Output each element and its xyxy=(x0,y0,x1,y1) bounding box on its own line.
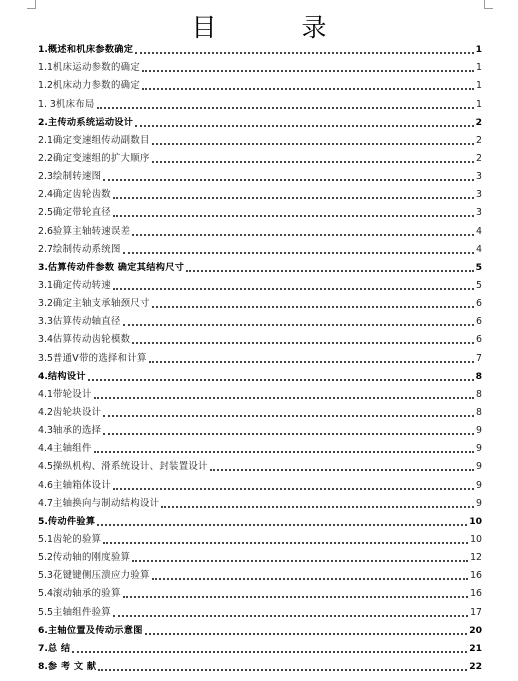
dot-leader xyxy=(135,125,473,127)
toc-entry-label: 机床布局 xyxy=(55,98,95,110)
toc-entry[interactable] xyxy=(38,328,482,346)
dot-leader xyxy=(113,215,474,217)
toc-entry[interactable] xyxy=(38,510,482,528)
toc-entry[interactable] xyxy=(38,274,482,292)
toc-entry-number: 5.2 xyxy=(38,552,53,564)
toc-entry-label: 绘制传动系统图 xyxy=(52,243,121,255)
toc-entry-page-number: 12 xyxy=(470,552,482,564)
toc-entry[interactable] xyxy=(38,129,482,147)
toc-entry-page-number: 9 xyxy=(476,479,482,491)
toc-entry-page-number: 9 xyxy=(476,497,482,509)
toc-entry-number: 2.5 xyxy=(38,207,53,219)
toc-entry-number: 1.1 xyxy=(38,62,53,74)
toc-entry-number: 3. xyxy=(38,261,48,273)
toc-entry[interactable] xyxy=(38,619,482,637)
toc-entry-number: 3.2 xyxy=(38,298,53,310)
toc-entry-page-number: 3 xyxy=(476,207,482,219)
toc-entry-page-number: 2 xyxy=(476,152,482,164)
dot-leader xyxy=(113,488,474,490)
toc-entry[interactable] xyxy=(38,147,482,165)
toc-entry-label: 主轴换向与制动结构设计 xyxy=(52,497,160,509)
toc-entry[interactable] xyxy=(38,455,482,473)
toc-entry-number: 4.2 xyxy=(38,406,53,418)
toc-entry[interactable] xyxy=(38,564,482,582)
dot-leader xyxy=(113,197,474,199)
dot-leader xyxy=(149,361,474,363)
dot-leader xyxy=(97,107,474,109)
toc-entry-label: 轴承的选择 xyxy=(52,425,102,437)
toc-entry-page-number: 1 xyxy=(476,62,482,74)
toc-entry-number: 5.4 xyxy=(38,588,53,600)
dot-leader xyxy=(123,252,474,254)
dot-leader xyxy=(142,70,474,72)
page-title: 目 录 xyxy=(191,13,357,42)
toc-entry-number: 4.3 xyxy=(38,425,53,437)
toc-entry[interactable] xyxy=(38,201,482,219)
toc-entry-label: 带轮设计 xyxy=(52,388,92,400)
toc-entry-page-number: 8 xyxy=(475,370,482,382)
toc-entry-number: 3.3 xyxy=(38,316,53,328)
toc-entry[interactable] xyxy=(38,546,482,564)
toc-entry[interactable] xyxy=(38,346,482,364)
toc-entry-label: 滚动轴承的验算 xyxy=(52,588,121,600)
toc-entry-label: 主轴位置及传动示意图 xyxy=(47,624,143,636)
toc-entry-label: 普通V带的选择和计算 xyxy=(52,352,147,364)
dot-leader xyxy=(103,415,474,417)
toc-entry-page-number: 21 xyxy=(469,642,482,654)
toc-entry-number: 3.5 xyxy=(38,352,53,364)
dot-leader xyxy=(152,143,474,145)
dot-leader xyxy=(97,524,467,526)
toc-entry[interactable] xyxy=(38,56,482,74)
toc-entry[interactable] xyxy=(38,183,482,201)
toc-entry-page-number: 9 xyxy=(476,461,482,473)
dot-leader xyxy=(152,578,468,580)
toc-entry-number: 1. 3 xyxy=(38,98,56,110)
toc-entry[interactable] xyxy=(38,637,482,655)
dot-leader xyxy=(94,451,474,453)
toc-entry-number: 3.1 xyxy=(38,279,53,291)
toc-entry[interactable] xyxy=(38,292,482,310)
toc-entry-number: 4.6 xyxy=(38,479,53,491)
toc-entry[interactable] xyxy=(38,256,482,274)
toc-entry[interactable] xyxy=(38,600,482,618)
toc-entry[interactable] xyxy=(38,401,482,419)
toc-entry-label: 传动轴的刚度验算 xyxy=(52,552,131,564)
toc-entry[interactable] xyxy=(38,383,482,401)
toc-entry[interactable] xyxy=(38,582,482,600)
toc-entry[interactable] xyxy=(38,492,482,510)
toc-entry-label: 主轴组件验算 xyxy=(52,606,111,618)
toc-entry-number: 3.4 xyxy=(38,334,53,346)
toc-entry[interactable] xyxy=(38,310,482,328)
toc-entry-number: 8. xyxy=(38,660,48,672)
dot-leader xyxy=(113,615,468,617)
table-of-contents xyxy=(38,38,482,673)
dot-leader xyxy=(98,669,467,671)
toc-entry-page-number: 2 xyxy=(475,116,482,128)
toc-entry-label: 确定变速组传动副数目 xyxy=(52,134,150,146)
toc-entry-page-number: 6 xyxy=(476,316,482,328)
toc-entry-page-number: 3 xyxy=(476,171,482,183)
toc-entry-label: 确定主轴支承轴颈尺寸 xyxy=(52,298,150,310)
toc-entry-page-number: 22 xyxy=(469,660,482,672)
toc-entry-label: 估算传动轴直径 xyxy=(52,316,121,328)
toc-entry-page-number: 5 xyxy=(475,261,482,273)
toc-entry[interactable] xyxy=(38,219,482,237)
toc-entry-label: 结构设计 xyxy=(47,370,86,382)
toc-entry[interactable] xyxy=(38,473,482,491)
toc-entry-number: 5. xyxy=(38,515,48,527)
dot-leader xyxy=(132,234,474,236)
dot-leader xyxy=(94,397,474,399)
toc-entry-number: 7. xyxy=(38,642,48,654)
toc-entry-number: 6. xyxy=(38,624,48,636)
toc-entry-number: 1.2 xyxy=(38,80,53,92)
toc-entry[interactable] xyxy=(38,655,482,673)
toc-entry-number: 2.7 xyxy=(38,243,53,255)
toc-entry-label: 齿轮块设计 xyxy=(52,406,102,418)
toc-entry-page-number: 9 xyxy=(476,443,482,455)
toc-entry-page-number: 6 xyxy=(476,334,482,346)
toc-entry-page-number: 8 xyxy=(476,388,482,400)
toc-entry-page-number: 20 xyxy=(469,624,482,636)
toc-entry-label: 传动件验算 xyxy=(47,515,96,527)
toc-entry-page-number: 10 xyxy=(469,515,482,527)
toc-entry-page-number: 16 xyxy=(470,588,482,600)
toc-entry[interactable] xyxy=(38,165,482,183)
toc-entry-label: 确定变速组的扩大顺序 xyxy=(52,152,150,164)
toc-entry-number: 2. xyxy=(38,116,48,128)
dot-leader xyxy=(135,52,473,54)
dot-leader xyxy=(103,179,474,181)
toc-entry-label: 齿轮的验算 xyxy=(52,533,102,545)
toc-entry-page-number: 17 xyxy=(470,606,482,618)
toc-entry[interactable] xyxy=(38,365,482,383)
toc-entry-page-number: 2 xyxy=(476,134,482,146)
toc-entry-label: 机床运动参数的确定 xyxy=(52,62,140,74)
toc-entry-label: 主传动系统运动设计 xyxy=(47,116,134,128)
toc-entry-label: 机床动力参数的确定 xyxy=(52,80,140,92)
toc-entry-number: 1. xyxy=(38,44,48,56)
toc-entry[interactable] xyxy=(38,74,482,92)
toc-entry-page-number: 1 xyxy=(475,44,482,56)
toc-entry-page-number: 4 xyxy=(476,225,482,237)
toc-entry-page-number: 9 xyxy=(476,425,482,437)
dot-leader xyxy=(123,324,474,326)
toc-entry[interactable] xyxy=(38,38,482,56)
toc-entry-page-number: 3 xyxy=(476,189,482,201)
dot-leader xyxy=(186,270,473,272)
toc-entry-page-number: 1 xyxy=(476,80,482,92)
toc-entry-number: 5.5 xyxy=(38,606,53,618)
toc-entry-page-number: 10 xyxy=(470,533,482,545)
toc-entry-label: 确定齿轮齿数 xyxy=(52,189,111,201)
toc-entry-label: 确定带轮直径 xyxy=(52,207,111,219)
toc-entry[interactable] xyxy=(38,528,482,546)
dot-leader xyxy=(161,506,474,508)
toc-entry-label: 主轴组件 xyxy=(52,443,92,455)
toc-entry[interactable] xyxy=(38,111,482,129)
toc-entry-label: 操纵机构、滑系统设计、封装置设计 xyxy=(52,461,208,473)
toc-entry[interactable] xyxy=(38,437,482,455)
toc-entry-page-number: 8 xyxy=(476,406,482,418)
dot-leader xyxy=(88,379,474,381)
toc-entry-number: 4.7 xyxy=(38,497,53,509)
dot-leader xyxy=(142,88,474,90)
toc-entry-number: 4.1 xyxy=(38,388,53,400)
toc-entry-page-number: 5 xyxy=(476,279,482,291)
dot-leader xyxy=(152,306,474,308)
toc-entry-number: 2.2 xyxy=(38,152,53,164)
toc-entry-number: 4.5 xyxy=(38,461,53,473)
dot-leader xyxy=(123,596,468,598)
toc-entry-number: 4.4 xyxy=(38,443,53,455)
toc-entry-label: 主轴箱体设计 xyxy=(52,479,111,491)
toc-entry-number: 2.6 xyxy=(38,225,53,237)
dot-leader xyxy=(145,633,467,635)
toc-entry-number: 2.4 xyxy=(38,189,53,201)
toc-entry-label: 参 考 文 献 xyxy=(47,660,97,672)
toc-entry-page-number: 1 xyxy=(476,98,482,110)
toc-entry[interactable] xyxy=(38,419,482,437)
toc-entry-number: 2.1 xyxy=(38,134,53,146)
toc-entry-page-number: 7 xyxy=(476,352,482,364)
toc-entry-number: 5.3 xyxy=(38,570,53,582)
dot-leader xyxy=(113,288,474,290)
toc-entry-label: 验算主轴转速误差 xyxy=(52,225,131,237)
dot-leader xyxy=(103,542,468,544)
dot-leader xyxy=(72,651,467,653)
toc-entry-label: 总 结 xyxy=(47,642,71,654)
dot-leader xyxy=(210,469,474,471)
toc-entry-page-number: 16 xyxy=(470,570,482,582)
toc-entry[interactable] xyxy=(38,92,482,110)
toc-entry-page-number: 6 xyxy=(476,298,482,310)
toc-entry-number: 4. xyxy=(38,370,48,382)
toc-entry-page-number: 4 xyxy=(476,243,482,255)
toc-entry-label: 花键键侧压溃应力验算 xyxy=(52,570,150,582)
dot-leader xyxy=(152,161,474,163)
toc-entry-label: 绘制转速图 xyxy=(52,171,102,183)
toc-entry-label: 确定传动转速 xyxy=(52,279,111,291)
toc-entry-number: 2.3 xyxy=(38,171,53,183)
dot-leader xyxy=(132,560,468,562)
toc-entry-label: 估算传动件参数 确定其结构尺寸 xyxy=(47,261,185,273)
toc-entry[interactable] xyxy=(38,238,482,256)
toc-entry-label: 概述和机床参数确定 xyxy=(47,44,134,56)
dot-leader xyxy=(103,433,474,435)
toc-entry-number: 5.1 xyxy=(38,533,53,545)
toc-entry-label: 估算传动齿轮模数 xyxy=(52,334,131,346)
dot-leader xyxy=(132,342,474,344)
